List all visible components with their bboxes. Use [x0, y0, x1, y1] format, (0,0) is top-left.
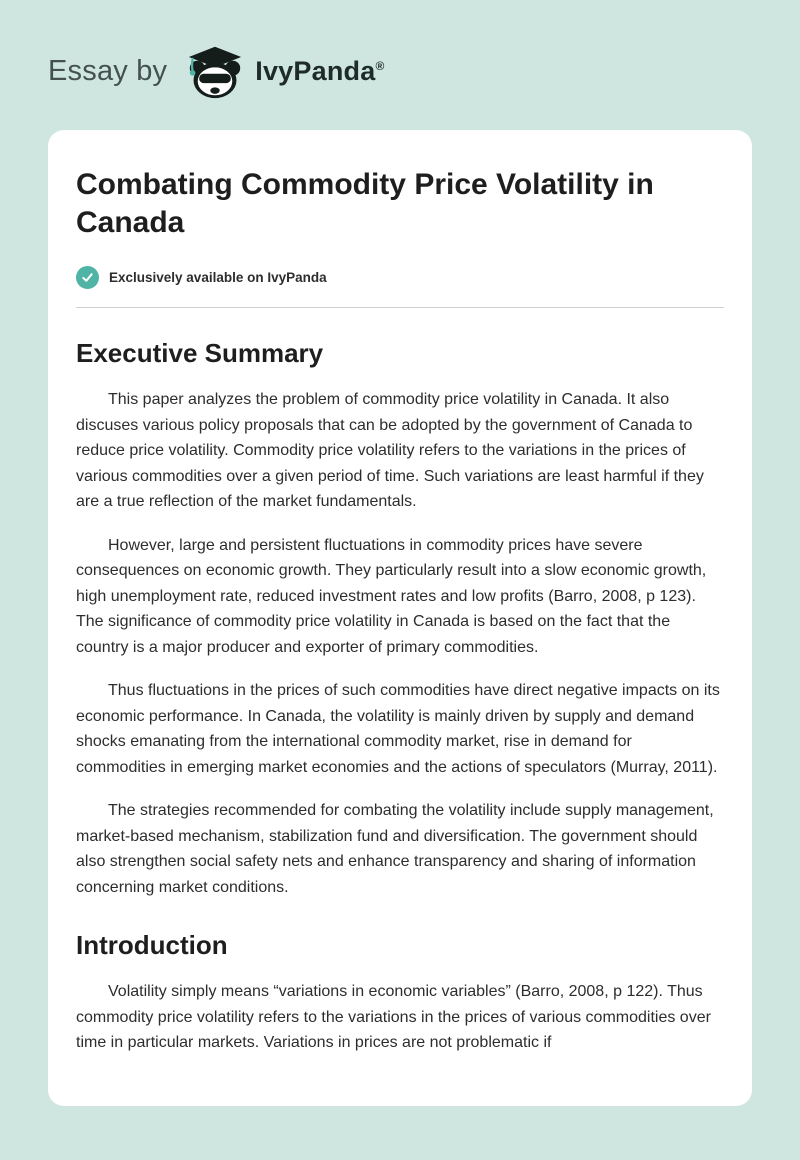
brand-name[interactable]: [255, 56, 384, 87]
essay-title: Combating Commodity Price Volatility in Canada: [76, 168, 654, 239]
checkmark-icon: [76, 266, 99, 289]
divider: [76, 307, 724, 308]
availability-badge-label: Exclusively available on IvyPanda: [109, 270, 327, 285]
paragraph: However, large and persistent fluctuations in commodity prices have severe consequences on economic growth. They particularly result into a slow economic growth, high unemployment rate, reduced investment rates and low profits (Barro, 2008, p 123). The significance of commodity price volatility in Canada is based on the fact that the country is a major producer and exporter of primary commodities.: [76, 536, 707, 656]
paragraph: Thus fluctuations in the prices of such commodities have direct negative impacts on its economic performance. In Canada, the volatility is mainly driven by supply and demand shocks emanating from the international commodity market, rise in demand for commodities in emerging market economies and the actions of speculators (Murray, 2011).: [76, 682, 720, 776]
section-heading-introduction: Introduction: [76, 930, 228, 960]
brand-text: IvyPanda: [255, 55, 376, 86]
header-prefix: Essay by: [48, 54, 168, 87]
availability-badge: [76, 266, 724, 289]
site-header: [0, 0, 800, 100]
paragraph: Volatility simply means “variations in economic variables” (Barro, 2008, p 122). Thus commodity price volatility refers to the variations in the prices of various commodities over time in particular markets. Variations in prices are not problematic if: [76, 983, 711, 1051]
registered-mark: ®: [375, 58, 385, 73]
paragraph: This paper analyzes the problem of commodity price volatility in Canada. It also discuses various policy proposals that can be adopted by the government of Canada to reduce price volatility. Commodity price volatility refers to the variations in the prices of various commodities over a given period of time. Such variations are least harmful if they are a true reflection of the market fundamentals.: [76, 391, 704, 510]
essay-card: [48, 130, 752, 1106]
section-heading-executive-summary: Executive Summary: [76, 338, 324, 368]
ivypanda-panda-logo-icon[interactable]: [185, 43, 245, 99]
paragraph: The strategies recommended for combating the volatility include supply management, market-based mechanism, stabilization fund and diversification. The government should also strengthen social safety nets and enhance transparency and sharing of information concerning market conditions.: [76, 802, 714, 896]
